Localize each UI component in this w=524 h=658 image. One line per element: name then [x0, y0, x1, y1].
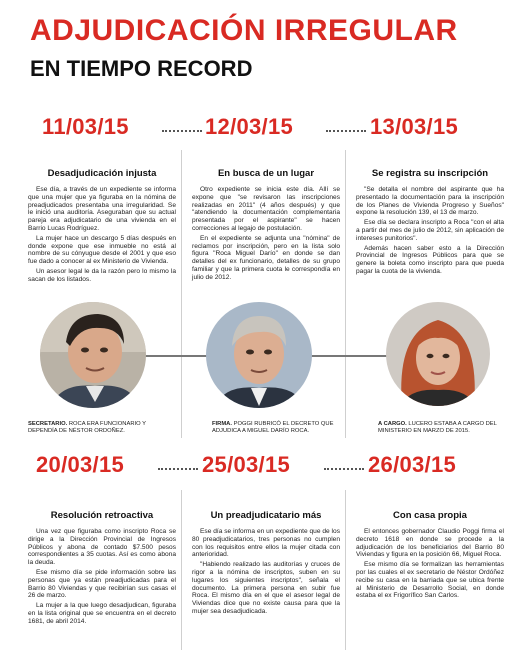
story-paragraph: El entonces gobernador Claudio Poggi firma el decreto 1618 en donde se procede a la adjudicación de los beneficiarios del Barrio 80 Viviendas y figura en la posición 66, Miguel Roca.	[356, 528, 504, 559]
story-paragraph: La mujer a la que luego desadjudican, figuraba en la lista original que se encuentra en el decreto 1681, de abril 2014.	[28, 602, 176, 625]
story-body	[192, 528, 340, 616]
portrait-photo-2	[206, 302, 312, 408]
man-portrait-icon	[206, 302, 312, 408]
photo-caption	[212, 421, 342, 435]
story-heading: Desadjudicación injusta	[47, 168, 157, 179]
story-body	[356, 528, 504, 600]
story-paragraph: Ese día, a través de un expediente se informa que una mujer que ya figuraba en la nómina de preadjudicados presentaba una irregularidad. Se le inició una auditoría. Aseguraban que su actual pareja era adjudicatario de una vivienda en el Barrio Lucas Rodríguez.	[28, 186, 176, 232]
woman-portrait-icon	[386, 302, 490, 406]
caption-lead: SECRETARIO.	[28, 421, 68, 427]
caption-lead: FIRMA.	[212, 421, 232, 427]
story-paragraph: Ese día se informa en un expediente que de los 80 preadjudicatarios, tres personas no cumplen con los requisitos entre ellos la mujer citada con anterioridad.	[192, 528, 340, 559]
story-column	[356, 168, 504, 278]
date-connector	[324, 468, 364, 470]
story-paragraph: "Se detalla el nombre del aspirante que ha presentado la documentación para la inscripción de los Planes de Vivienda Progreso y Sueños" expone la resolución 139, el 13 de marzo.	[356, 186, 504, 217]
story-column	[192, 510, 340, 618]
story-column	[28, 510, 176, 628]
story-paragraph: La mujer hace un descargo 5 días después en donde expone que ese inmueble no está al nombre de su cónyugue desde el 2001 y que eso fue dado a conocer al ex Ministerio de Vivienda.	[28, 234, 176, 266]
portrait-photo-1	[40, 302, 146, 408]
story-heading: En busca de un lugar	[217, 168, 315, 179]
caption-text: LUCERO ESTABA A CARGO DEL MINISTERIO EN MARZO DE 2015.	[378, 421, 497, 434]
date-2: 12/03/15	[205, 114, 294, 139]
story-heading: Un preadjudicatario más	[210, 510, 322, 521]
story-paragraph: Otro expediente se inicia este día. Allí se expone que "se revisaron las inscripciones realizadas en 2011" (4 años después) y que "atendiendo la documentación complementaria presentada por el aspirante" se hacen correcciones al legajo de postulación.	[192, 186, 340, 232]
date-1: 11/03/15	[42, 114, 129, 139]
date-connector	[326, 130, 366, 132]
story-heading: Se registra su inscripción	[371, 168, 489, 179]
story-body	[192, 186, 340, 282]
date-6: 26/03/15	[368, 452, 457, 477]
date-5: 25/03/15	[202, 452, 291, 477]
story-column	[28, 168, 176, 286]
story-paragraph: Ese día se declara inscripto a Roca "con el alta a partir del mes de julio de 2012, sin aplicación de intereses punitorios".	[356, 219, 504, 242]
story-paragraph: Ese mismo día se formalizan las herramientas por las cuales el ex secretario de Néstor Ordóñez recibe su casa en la barriada que se ubica frente al Ministerio de Desarrollo Social, en donde estaba el ex Frigorífico San Carlos.	[356, 561, 504, 600]
column-divider	[181, 150, 182, 438]
story-column	[356, 510, 504, 602]
story-paragraph: Un asesor legal le da la razón pero lo mismo la sacan de los listados.	[28, 267, 176, 283]
caption-lead: A CARGO.	[378, 421, 407, 427]
portrait-photo-3	[386, 302, 490, 406]
story-heading: Resolución retroactiva	[50, 510, 154, 521]
column-divider	[345, 150, 346, 438]
man-portrait-icon	[40, 302, 146, 408]
headline-line2: EN TIEMPO RECORD	[30, 56, 253, 81]
date-3: 13/03/15	[370, 114, 459, 139]
photo-caption	[28, 421, 176, 435]
column-divider	[345, 490, 346, 650]
story-column	[192, 168, 340, 284]
story-paragraph: Además hacen saber esto a la Dirección Provincial de Ingresos Públicos para que se genere la boleta como inscripto para que pueda pagar la cuota de la vivienda.	[356, 244, 504, 275]
date-connector	[162, 130, 202, 132]
date-connector	[158, 468, 198, 470]
headline-line1: ADJUDICACIÓN IRREGULAR	[30, 14, 458, 47]
story-heading: Con casa propia	[393, 510, 467, 521]
story-paragraph: "Habiendo realizado las auditorías y cruces de rigor a la nómina de inscriptos, suben en su lugares los siguientes inscriptos", señala el documento. La primera persona en subir fue Roca. El mismo día en el que el asesor legal de Viviendas dice que no existe causa para que la mujer sea desadjudicada.	[192, 561, 340, 615]
date-4: 20/03/15	[36, 452, 125, 477]
caption-text: POGGI RUBRICÓ EL DECRETO QUE ADJUDICA A MIGUEL DARÍO ROCA.	[212, 421, 334, 434]
story-paragraph: Ese mismo día se pide información sobre las personas que ya están preadjudicadas para el Barrio 80 Viviendas y que recibirían sus casas el 26 de marzo.	[28, 568, 176, 600]
photo-caption	[378, 421, 508, 435]
story-paragraph: Una vez que figuraba como inscripto Roca se dirige a la Dirección Provincial de Ingresos Públicos y abona de contado $7.500 pesos correspondientes a 35 cuotas. Así es como abona la deuda.	[28, 528, 176, 567]
story-body	[28, 528, 176, 626]
story-body	[28, 186, 176, 284]
caption-text: ROCA ERA FUNCIONARIO Y DEPENDÍA DE NÉSTOR ORDOÑEZ.	[28, 421, 146, 434]
story-paragraph: En el expediente se adjunta una "nómina" de reclamos por inscripción, pero en la lista solo figura "Roca Miguel Darío" en donde se dan detalles del ex funcionario, detalles de su grupo familiar y que la primera cuota le correspondía en julio de 2012.	[192, 234, 340, 281]
story-body	[356, 186, 504, 276]
column-divider	[181, 490, 182, 650]
